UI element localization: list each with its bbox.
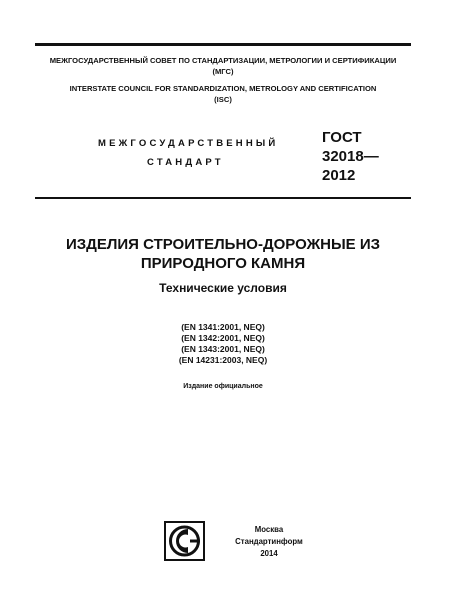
publisher-name: Стандартинформ bbox=[235, 537, 303, 546]
publisher-info bbox=[229, 524, 309, 560]
document-subtitle: Технические условия bbox=[159, 281, 287, 295]
reference-item: (EN 14231:2003, NEQ) bbox=[178, 355, 268, 365]
bottom-rule bbox=[35, 197, 411, 199]
reference-item: (EN 1341:2001, NEQ) bbox=[181, 322, 265, 332]
standard-type-label-line1: МЕЖГОСУДАРСТВЕННЫЙ bbox=[98, 138, 279, 149]
gost-number: ГОСТ 32018— 2012 bbox=[322, 129, 379, 184]
standartinform-logo-icon bbox=[164, 521, 205, 561]
document-title: ИЗДЕЛИЯ СТРОИТЕЛЬНО-ДОРОЖНЫЕ ИЗ ПРИРОДНОГО КАМНЯ bbox=[65, 236, 381, 272]
standard-type-label-line2: СТАНДАРТ bbox=[147, 157, 224, 168]
publisher-city: Москва bbox=[254, 525, 284, 534]
reference-item: (EN 1342:2001, NEQ) bbox=[181, 333, 265, 343]
reference-item: (EN 1343:2001, NEQ) bbox=[181, 344, 265, 354]
edition-note: Издание официальное bbox=[183, 383, 263, 390]
council-name-ru: МЕЖГОСУДАРСТВЕННЫЙ СОВЕТ ПО СТАНДАРТИЗАЦИИ, МЕТРОЛОГИИ И СЕРТИФИКАЦИИ (МГС) bbox=[49, 56, 397, 76]
top-rule bbox=[35, 43, 411, 46]
publication-year: 2014 bbox=[260, 549, 278, 558]
council-name-en: INTERSTATE COUNCIL FOR STANDARDIZATION, METROLOGY AND CERTIFICATION (ISC) bbox=[69, 84, 377, 104]
reference-standards bbox=[35, 322, 411, 366]
